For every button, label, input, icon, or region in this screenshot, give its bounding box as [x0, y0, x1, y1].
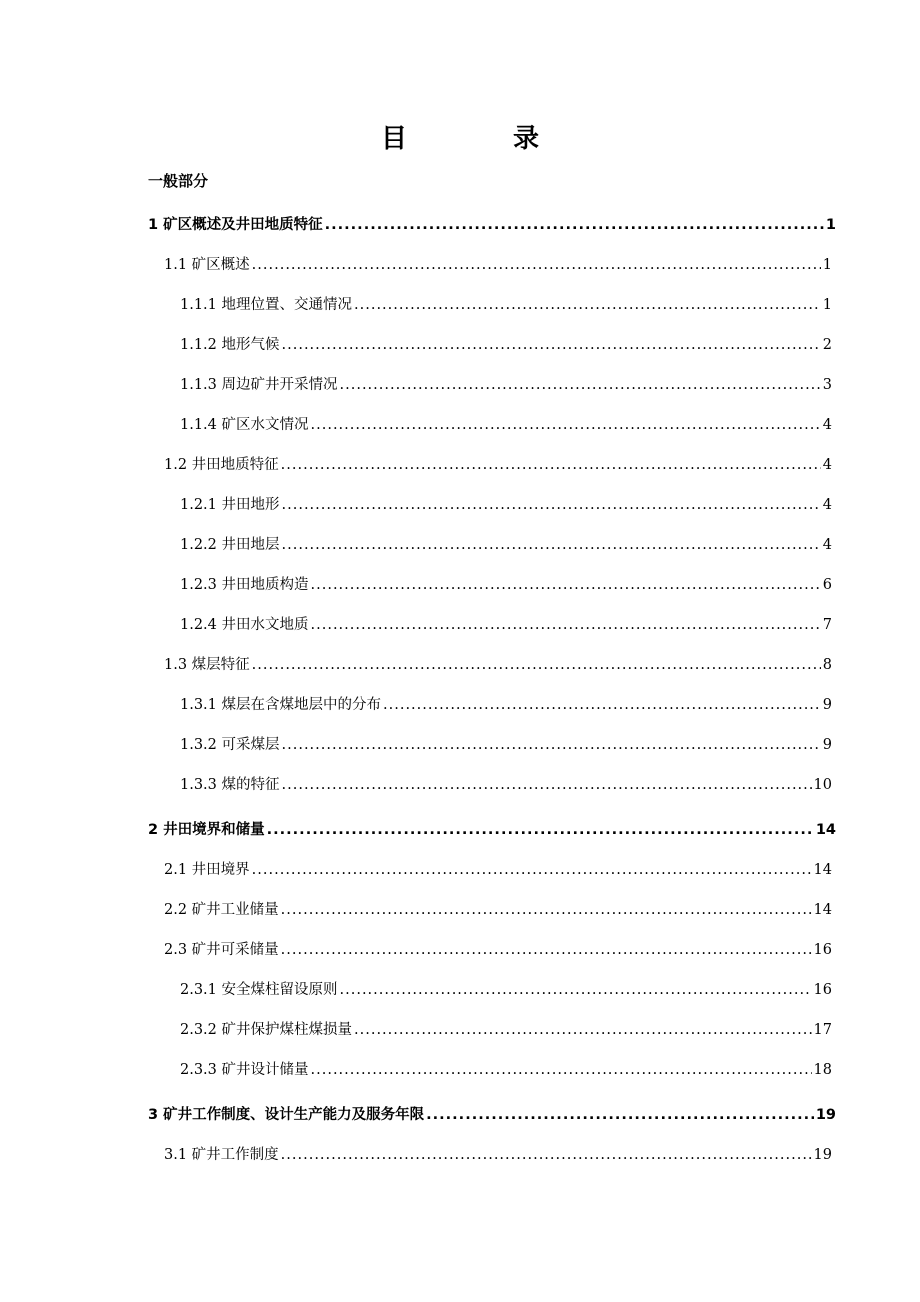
toc-entry-label: 2.3.1 安全煤柱留设原则 — [180, 982, 338, 998]
toc-entry-page: 16 — [813, 982, 832, 998]
toc-entry[interactable] — [164, 653, 832, 674]
toc-entry-page: 1 — [822, 257, 832, 273]
toc-leader-dots — [311, 1062, 812, 1078]
toc-leader-dots — [282, 497, 821, 513]
toc-entry-label: 1.2.3 井田地质构造 — [180, 577, 309, 593]
toc-entry[interactable] — [180, 293, 832, 314]
toc-leader-dots — [311, 617, 821, 633]
toc-leader-dots — [354, 1022, 812, 1038]
toc-entry-label: 2.3 矿井可采储量 — [164, 942, 279, 958]
toc-entry[interactable] — [180, 413, 832, 434]
toc-entry[interactable] — [180, 1018, 832, 1039]
toc-entry[interactable] — [180, 533, 832, 554]
toc-entry-page: 9 — [822, 697, 832, 713]
toc-leader-dots — [354, 297, 821, 313]
page-title: 目 录 — [380, 124, 579, 154]
toc-entry[interactable] — [164, 898, 832, 919]
toc-leader-dots — [282, 537, 821, 553]
toc-entry[interactable] — [180, 978, 832, 999]
toc-entry-label: 1.2.1 井田地形 — [180, 497, 280, 513]
toc-leader-dots — [426, 1107, 814, 1123]
toc-entry-label: 1.3.3 煤的特征 — [180, 777, 280, 793]
toc-entry[interactable] — [164, 1143, 832, 1164]
toc-leader-dots — [383, 697, 821, 713]
toc-entry-page: 14 — [815, 822, 836, 838]
toc-entry-label: 2.1 井田境界 — [164, 862, 250, 878]
toc-leader-dots — [267, 822, 814, 838]
toc-entry-page: 10 — [813, 777, 832, 793]
toc-entry-label: 1.2.4 井田水文地质 — [180, 617, 309, 633]
toc-entry-page: 6 — [822, 577, 832, 593]
toc-entry-page: 9 — [822, 737, 832, 753]
toc-entry-page: 3 — [822, 377, 832, 393]
toc-leader-dots — [252, 862, 812, 878]
toc-entry-label: 1.1.2 地形气候 — [180, 337, 280, 353]
toc-entry[interactable] — [180, 333, 832, 354]
toc-entry-page: 2 — [822, 337, 832, 353]
toc-leader-dots — [282, 337, 821, 353]
toc-entry-label: 1.2.2 井田地层 — [180, 537, 280, 553]
toc-leader-dots — [340, 982, 812, 998]
toc-entry-page: 14 — [813, 862, 832, 878]
toc-entry[interactable] — [180, 693, 832, 714]
toc-entry[interactable] — [180, 573, 832, 594]
toc-entry-page: 19 — [813, 1147, 832, 1163]
toc-entry-page: 1 — [825, 217, 836, 233]
toc-entry-label: 1.3.2 可采煤层 — [180, 737, 280, 753]
toc-entry[interactable] — [148, 818, 836, 839]
toc-entry-label: 3.1 矿井工作制度 — [164, 1147, 279, 1163]
toc-entry[interactable] — [180, 493, 832, 514]
toc-entry[interactable] — [180, 1058, 832, 1079]
toc-entry-page: 4 — [822, 457, 832, 473]
toc-entry[interactable] — [148, 213, 836, 234]
toc-leader-dots — [281, 1147, 812, 1163]
toc-entry[interactable] — [164, 253, 832, 274]
toc-entry-label: 1.1.3 周边矿井开采情况 — [180, 377, 338, 393]
toc-entry-page: 8 — [822, 657, 832, 673]
toc-leader-dots — [311, 577, 821, 593]
toc-entry[interactable] — [164, 938, 832, 959]
toc-entry-label: 1.1.1 地理位置、交通情况 — [180, 297, 353, 313]
toc-entry-label: 1.3 煤层特征 — [164, 657, 250, 673]
toc-entry-page: 1 — [822, 297, 832, 313]
toc-entry-page: 18 — [813, 1062, 832, 1078]
toc-leader-dots — [281, 457, 821, 473]
toc-entry-label: 2 井田境界和储量 — [148, 822, 265, 838]
toc-entry-page: 19 — [815, 1107, 836, 1123]
toc-leader-dots — [252, 257, 821, 273]
toc-entry-page: 14 — [813, 902, 832, 918]
toc-entry-label: 1.1.4 矿区水文情况 — [180, 417, 309, 433]
toc-entry-page: 7 — [822, 617, 832, 633]
toc-leader-dots — [282, 737, 821, 753]
toc-entry-label: 3 矿井工作制度、设计生产能力及服务年限 — [148, 1107, 425, 1123]
toc-entry-label: 2.3.2 矿井保护煤柱煤损量 — [180, 1022, 353, 1038]
toc-entry[interactable] — [164, 453, 832, 474]
toc-entry[interactable] — [164, 858, 832, 879]
toc-entry-label: 1.2 井田地质特征 — [164, 457, 279, 473]
toc-leader-dots — [281, 902, 812, 918]
toc-entry[interactable] — [180, 373, 832, 394]
toc-entry-page: 17 — [813, 1022, 832, 1038]
toc-entry[interactable] — [180, 613, 832, 634]
toc-leader-dots — [325, 217, 824, 233]
toc-entry-label: 1.3.1 煤层在含煤地层中的分布 — [180, 697, 382, 713]
toc-entry-label: 1 矿区概述及井田地质特征 — [148, 217, 323, 233]
toc-entry-label: 1.1 矿区概述 — [164, 257, 250, 273]
section-heading: 一般部分 — [148, 172, 209, 190]
toc-leader-dots — [340, 377, 821, 393]
toc-entry-label: 2.2 矿井工业储量 — [164, 902, 279, 918]
toc-leader-dots — [252, 657, 821, 673]
toc-entry-page: 4 — [822, 497, 832, 513]
toc-entry[interactable] — [180, 733, 832, 754]
toc-entry-page: 16 — [813, 942, 832, 958]
toc-leader-dots — [281, 942, 812, 958]
toc-entry[interactable] — [180, 773, 832, 794]
toc-entry-page: 4 — [822, 417, 832, 433]
toc-entry-page: 4 — [822, 537, 832, 553]
toc-entry[interactable] — [148, 1103, 836, 1124]
toc-leader-dots — [282, 777, 812, 793]
toc-entry-label: 2.3.3 矿井设计储量 — [180, 1062, 309, 1078]
toc-leader-dots — [311, 417, 821, 433]
